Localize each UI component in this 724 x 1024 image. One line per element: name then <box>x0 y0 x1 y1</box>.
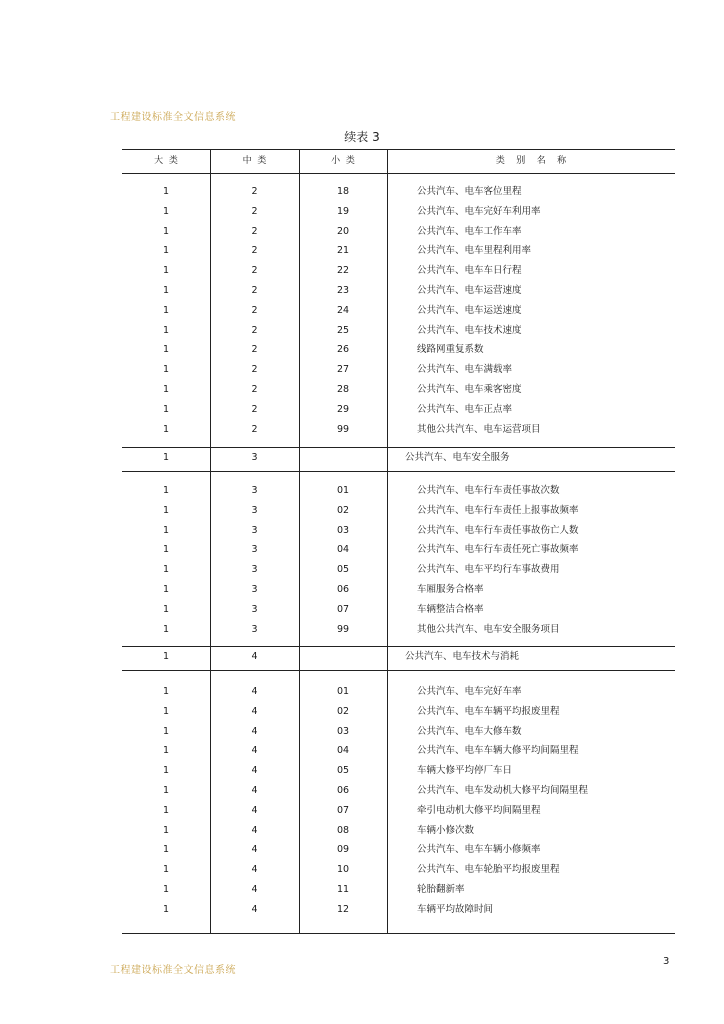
middle-code: 2 <box>251 403 258 415</box>
middle-code: 3 <box>251 584 258 595</box>
major-code: 1 <box>162 504 170 516</box>
major-code: 1 <box>162 844 170 856</box>
category-name: 公共汽车、电车安全服务 <box>405 452 510 463</box>
table-row <box>122 560 675 580</box>
category-name: 公共汽车、电车乘客密度 <box>417 384 522 395</box>
table-row <box>122 702 675 722</box>
major-code: 1 <box>162 725 170 737</box>
category-name: 公共汽车、电车行车责任事故次数 <box>417 485 560 496</box>
table-row <box>122 860 675 880</box>
minor-code: 20 <box>336 225 350 237</box>
watermark-top: 工程建设标准全文信息系统 <box>110 112 236 123</box>
middle-code: 4 <box>251 745 258 757</box>
table-row <box>122 202 675 222</box>
major-code: 1 <box>162 324 170 336</box>
minor-code: 02 <box>336 504 350 516</box>
table-row <box>122 540 675 560</box>
header-name: 类 别 名 称 <box>495 156 567 166</box>
group-rule <box>122 447 675 448</box>
minor-code: 01 <box>336 485 350 496</box>
major-code: 1 <box>162 804 170 816</box>
table-row <box>122 900 675 920</box>
minor-code: 28 <box>336 384 350 395</box>
middle-code: 2 <box>251 324 258 336</box>
table-row <box>122 682 675 702</box>
table-row <box>122 321 675 341</box>
table-row <box>122 580 675 600</box>
major-code: 1 <box>162 403 170 415</box>
major-code: 1 <box>162 384 170 395</box>
minor-code: 11 <box>336 884 350 895</box>
minor-code: 04 <box>336 544 350 556</box>
middle-code: 4 <box>251 686 258 697</box>
middle-code: 4 <box>251 844 258 856</box>
header-middle: 中 类 <box>242 156 267 166</box>
major-code: 1 <box>162 765 170 777</box>
category-name: 公共汽车、电车车辆大修平均间隔里程 <box>417 745 579 757</box>
group-rule <box>122 646 675 647</box>
minor-code: 26 <box>336 344 350 356</box>
category-name: 公共汽车、电车里程利用率 <box>417 245 532 257</box>
minor-code: 25 <box>336 324 350 336</box>
category-name: 公共汽车、电车轮胎平均报废里程 <box>417 864 560 876</box>
major-code: 1 <box>162 245 170 257</box>
category-name: 其他公共汽车、电车安全服务项目 <box>417 623 560 635</box>
middle-code: 4 <box>251 884 258 895</box>
classification-table <box>122 149 675 934</box>
table-row <box>122 600 675 620</box>
category-name: 轮胎翻新率 <box>417 884 465 895</box>
middle-code: 4 <box>251 725 258 737</box>
category-name: 公共汽车、电车车日行程 <box>417 265 522 277</box>
minor-code: 21 <box>336 245 350 257</box>
major-code: 1 <box>162 544 170 556</box>
middle-code: 3 <box>251 544 258 556</box>
table-row <box>122 380 675 400</box>
minor-code: 06 <box>336 584 350 595</box>
middle-code: 2 <box>251 344 258 356</box>
major-code: 1 <box>162 903 170 915</box>
table-row <box>122 222 675 242</box>
category-name: 公共汽车、电车车辆小修频率 <box>417 844 541 856</box>
table-row <box>122 620 675 640</box>
middle-code: 3 <box>251 564 258 576</box>
major-code: 1 <box>162 265 170 277</box>
table-row <box>122 400 675 420</box>
middle-code: 3 <box>251 603 258 615</box>
group-row <box>122 448 675 468</box>
table-row <box>122 241 675 261</box>
category-name: 公共汽车、电车发动机大修平均间隔里程 <box>417 785 589 796</box>
category-name: 公共汽车、电车满载率 <box>417 364 513 376</box>
group-row <box>122 647 675 667</box>
category-name: 公共汽车、电车技术速度 <box>417 324 522 336</box>
middle-code: 2 <box>251 285 258 296</box>
major-code: 1 <box>162 452 170 463</box>
category-name: 车辆平均故障时间 <box>417 903 494 915</box>
group-rule <box>122 670 675 671</box>
category-name: 牵引电动机大修平均间隔里程 <box>417 804 541 816</box>
table-row <box>122 261 675 281</box>
table-row <box>122 340 675 360</box>
table-row <box>122 301 675 321</box>
category-name: 公共汽车、电车工作车率 <box>417 225 522 237</box>
category-name: 车辆大修平均停厂车日 <box>417 765 513 777</box>
category-name: 公共汽车、电车行车责任死亡事故频率 <box>417 544 579 556</box>
category-name: 公共汽车、电车正点率 <box>417 403 513 415</box>
header-minor: 小 类 <box>331 156 355 166</box>
minor-code: 08 <box>336 824 350 836</box>
middle-code: 4 <box>251 903 258 915</box>
table-row <box>122 501 675 521</box>
major-code: 1 <box>162 524 170 536</box>
major-code: 1 <box>162 884 170 895</box>
major-code: 1 <box>162 364 170 376</box>
page-number: 3 <box>663 956 670 967</box>
minor-code: 02 <box>336 705 350 717</box>
middle-code: 3 <box>251 485 258 496</box>
minor-code: 23 <box>336 285 350 296</box>
minor-code: 99 <box>336 423 350 435</box>
middle-code: 3 <box>251 504 258 516</box>
major-code: 1 <box>162 705 170 717</box>
minor-code: 22 <box>336 265 350 277</box>
middle-code: 4 <box>251 864 258 876</box>
major-code: 1 <box>162 423 170 435</box>
category-name: 车辆小修次数 <box>417 824 475 836</box>
major-code: 1 <box>162 824 170 836</box>
middle-code: 4 <box>251 765 258 777</box>
major-code: 1 <box>162 785 170 796</box>
table-row <box>122 281 675 301</box>
middle-code: 4 <box>251 785 258 796</box>
major-code: 1 <box>162 603 170 615</box>
category-name: 车辆整洁合格率 <box>417 603 484 615</box>
table-row <box>122 722 675 742</box>
middle-code: 3 <box>251 524 258 536</box>
major-code: 1 <box>162 205 170 217</box>
category-name: 公共汽车、电车平均行车事故费用 <box>417 564 560 576</box>
middle-code: 4 <box>251 651 258 662</box>
major-code: 1 <box>162 186 170 197</box>
minor-code: 03 <box>336 524 350 536</box>
watermark-bottom: 工程建设标准全文信息系统 <box>110 965 236 976</box>
major-code: 1 <box>162 344 170 356</box>
minor-code: 10 <box>336 864 350 876</box>
middle-code: 2 <box>251 186 258 197</box>
category-name: 公共汽车、电车完好车率 <box>417 686 522 697</box>
category-name: 其他公共汽车、电车运营项目 <box>417 423 541 435</box>
category-name: 公共汽车、电车技术与消耗 <box>405 651 520 662</box>
header-rule <box>122 173 675 174</box>
table-row <box>122 481 675 501</box>
minor-code: 24 <box>336 304 350 316</box>
major-code: 1 <box>162 485 170 496</box>
table-row <box>122 360 675 380</box>
category-name: 公共汽车、电车行车责任事故伤亡人数 <box>417 524 579 536</box>
minor-code: 12 <box>336 903 350 915</box>
minor-code: 01 <box>336 686 350 697</box>
middle-code: 3 <box>251 623 258 635</box>
middle-code: 4 <box>251 804 258 816</box>
middle-code: 2 <box>251 245 258 257</box>
middle-code: 2 <box>251 225 258 237</box>
minor-code: 18 <box>336 186 350 197</box>
category-name: 车厢服务合格率 <box>417 584 484 595</box>
middle-code: 2 <box>251 265 258 277</box>
major-code: 1 <box>162 745 170 757</box>
table-row <box>122 821 675 841</box>
minor-code: 29 <box>336 403 350 415</box>
major-code: 1 <box>162 864 170 876</box>
table-row <box>122 781 675 801</box>
major-code: 1 <box>162 651 170 662</box>
page-title: 续表 3 <box>344 130 380 144</box>
middle-code: 2 <box>251 423 258 435</box>
category-name: 公共汽车、电车运送速度 <box>417 304 522 316</box>
minor-code: 07 <box>336 603 350 615</box>
major-code: 1 <box>162 564 170 576</box>
major-code: 1 <box>162 304 170 316</box>
category-name: 公共汽车、电车行车责任上报事故频率 <box>417 504 579 516</box>
category-name: 公共汽车、电车运营速度 <box>417 285 522 296</box>
group-rule <box>122 471 675 472</box>
minor-code: 07 <box>336 804 350 816</box>
middle-code: 4 <box>251 824 258 836</box>
table-row <box>122 761 675 781</box>
major-code: 1 <box>162 584 170 595</box>
middle-code: 4 <box>251 705 258 717</box>
table-row <box>122 741 675 761</box>
middle-code: 2 <box>251 364 258 376</box>
minor-code: 27 <box>336 364 350 376</box>
table-row <box>122 521 675 541</box>
minor-code: 05 <box>336 564 350 576</box>
minor-code: 06 <box>336 785 350 796</box>
minor-code: 03 <box>336 725 350 737</box>
major-code: 1 <box>162 285 170 296</box>
table-row <box>122 840 675 860</box>
category-name: 公共汽车、电车客位里程 <box>417 186 522 197</box>
major-code: 1 <box>162 225 170 237</box>
table-row <box>122 420 675 440</box>
middle-code: 2 <box>251 304 258 316</box>
table-row <box>122 182 675 202</box>
minor-code: 09 <box>336 844 350 856</box>
middle-code: 3 <box>251 452 258 463</box>
minor-code: 19 <box>336 205 350 217</box>
category-name: 公共汽车、电车完好车利用率 <box>417 205 541 217</box>
table-row <box>122 880 675 900</box>
minor-code: 05 <box>336 765 350 777</box>
category-name: 线路网重复系数 <box>417 344 484 356</box>
table-row <box>122 801 675 821</box>
minor-code: 04 <box>336 745 350 757</box>
header-major: 大 类 <box>154 156 178 166</box>
major-code: 1 <box>162 623 170 635</box>
major-code: 1 <box>162 686 170 697</box>
middle-code: 2 <box>251 205 258 217</box>
minor-code: 99 <box>336 623 350 635</box>
category-name: 公共汽车、电车大修车数 <box>417 725 522 737</box>
middle-code: 2 <box>251 384 258 395</box>
category-name: 公共汽车、电车车辆平均报废里程 <box>417 705 560 717</box>
